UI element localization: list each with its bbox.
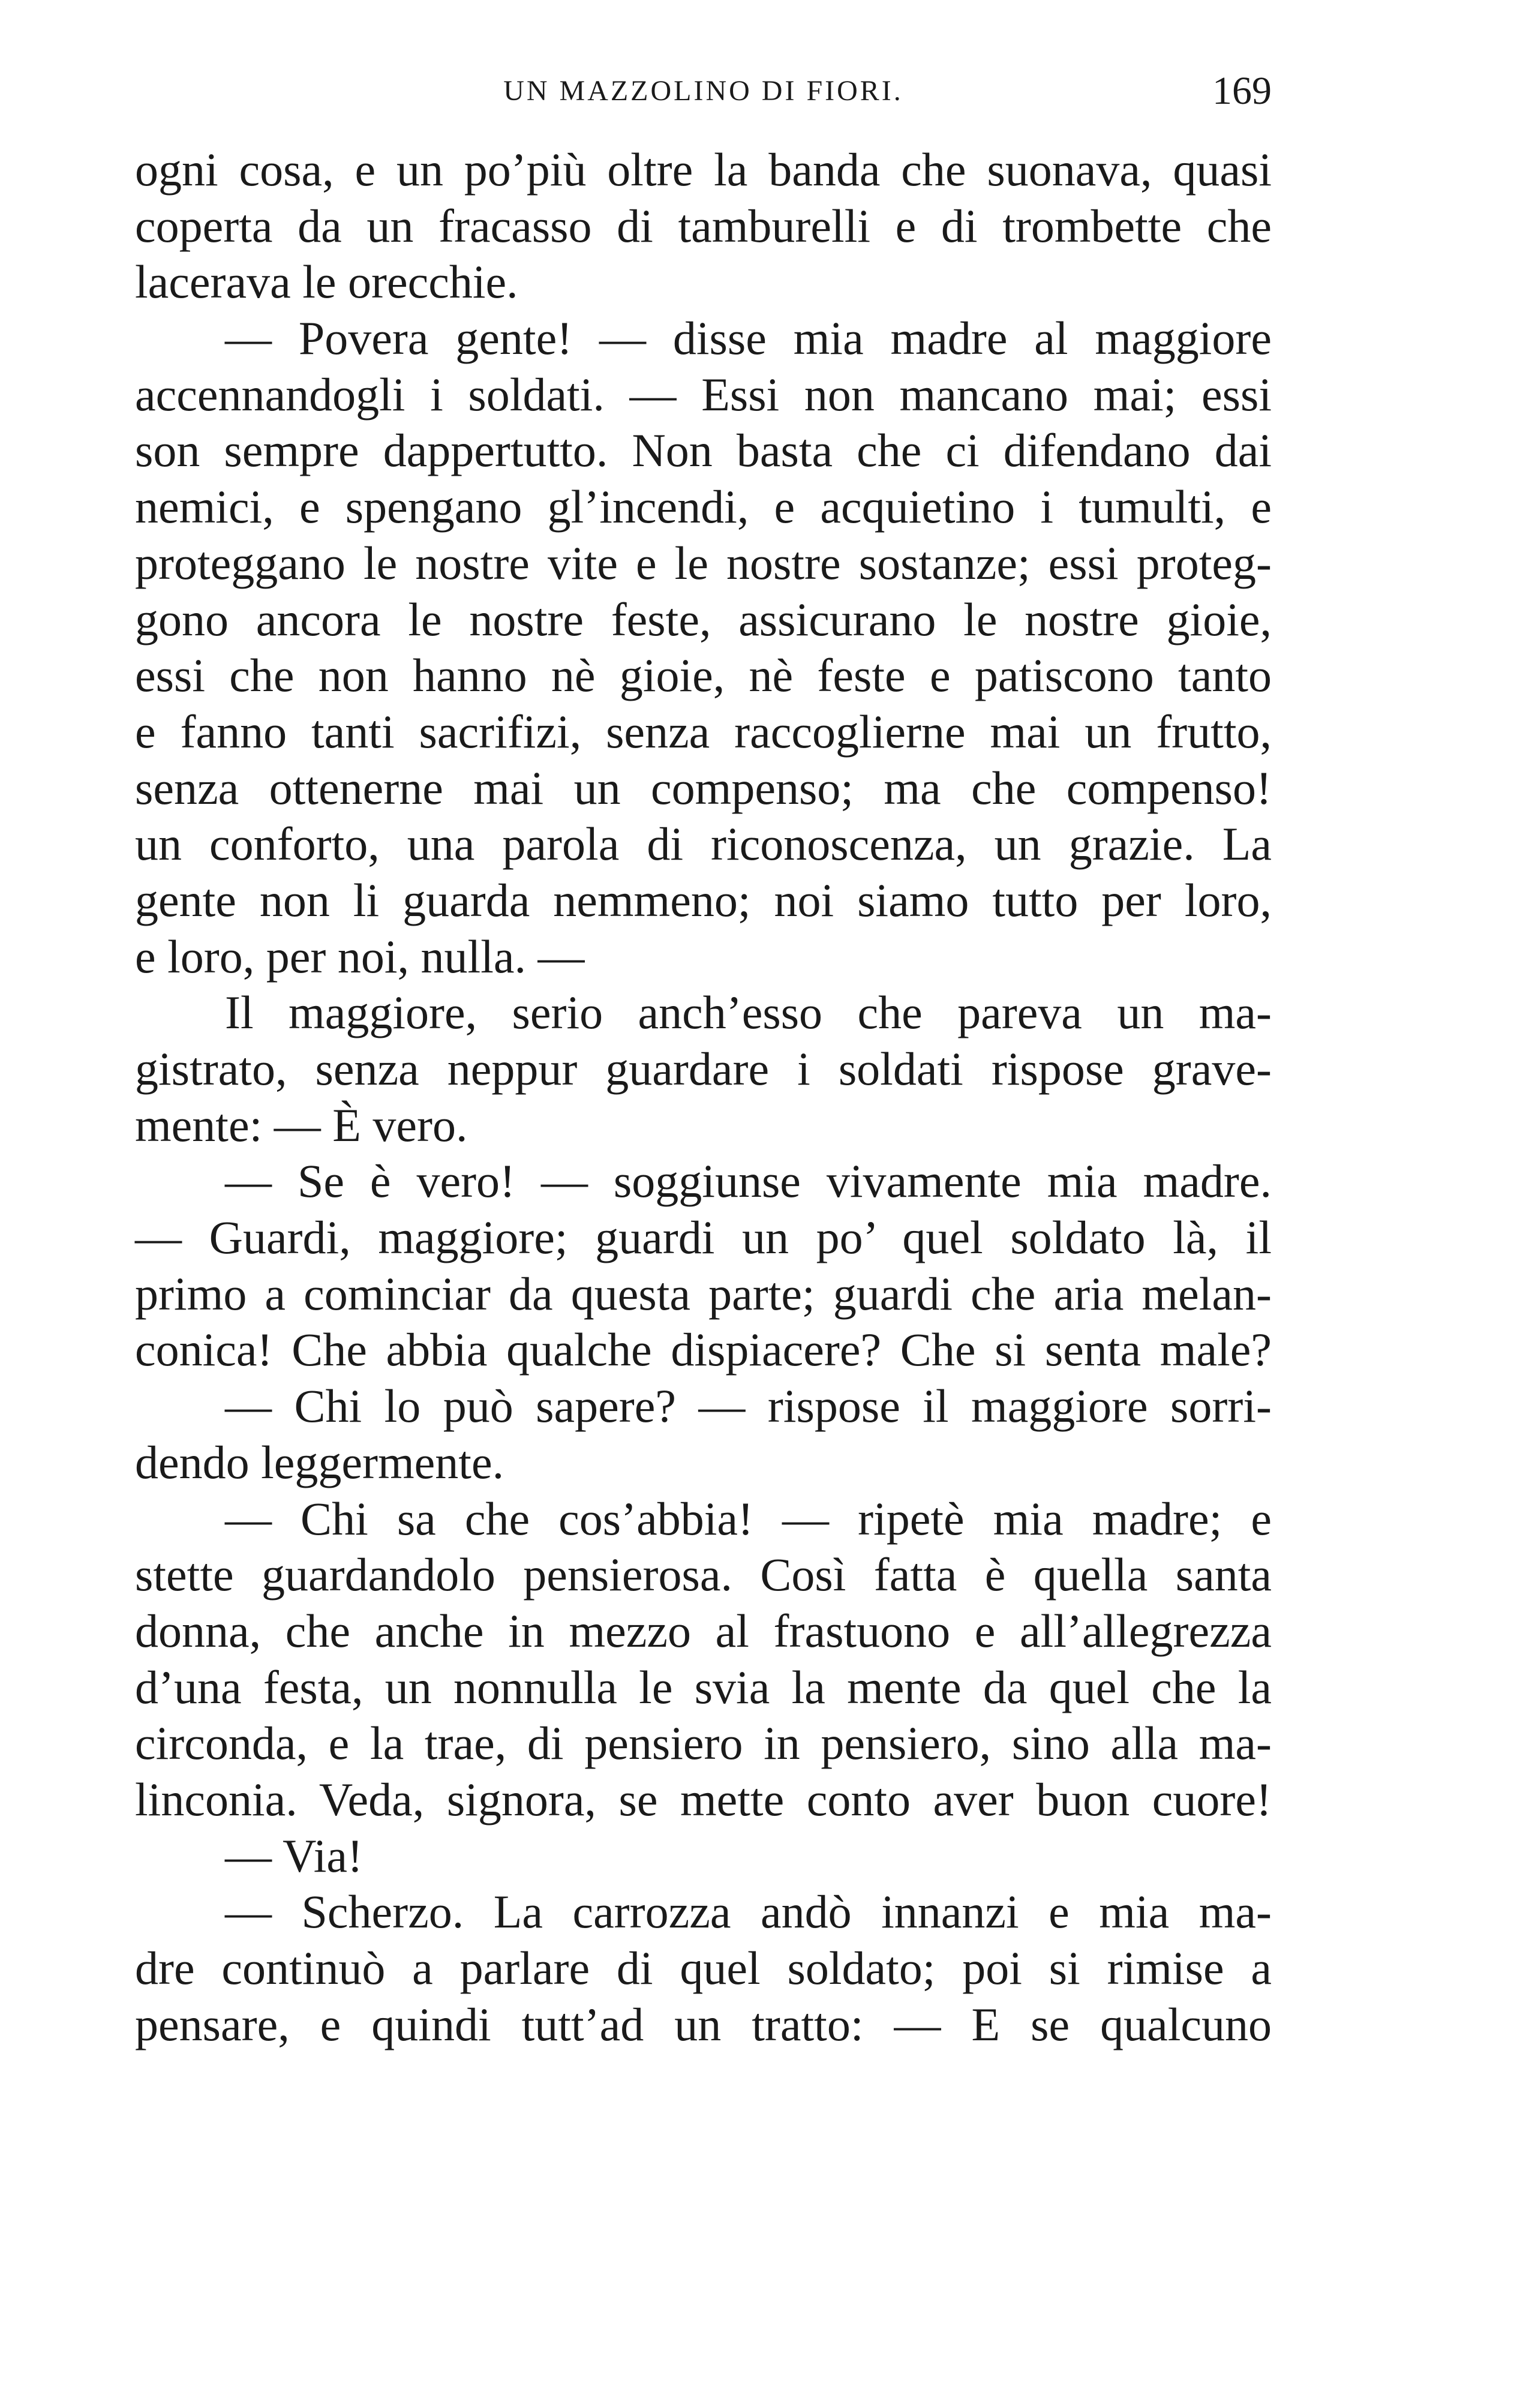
- text-line: un conforto, una parola di riconoscenza, un grazie. La: [135, 818, 1272, 870]
- text-line: d’una festa, un nonnulla le svia la mente da quel che la: [135, 1661, 1272, 1713]
- text-line: ogni cosa, e un po’più oltre la banda che suonava, quasi: [135, 143, 1272, 196]
- text-line: stette guardandolo pensierosa. Così fatta è quella santa: [135, 1548, 1272, 1601]
- text-line: e loro, per noi, nulla. —: [135, 930, 585, 983]
- running-title: UN MAZZOLINO DI FIORI.: [503, 75, 903, 107]
- text-line: conica! Che abbia qualche dispiacere? Che si senta male?: [135, 1323, 1272, 1376]
- page-number: 169: [1212, 69, 1272, 113]
- text-line: pensare, e quindi tutt’ad un tratto: — E se qualcuno: [135, 1998, 1272, 2050]
- text-line: donna, che anche in mezzo al frastuono e all’allegrezza: [135, 1604, 1272, 1657]
- text-line: — Guardi, maggiore; guardi un po’ quel soldato là, il: [135, 1211, 1272, 1264]
- text-line: dre continuò a parlare di quel soldato; poi si rimise a: [135, 1942, 1272, 1994]
- body-text: [135, 142, 1272, 2052]
- text-line: lacerava le orecchie.: [135, 256, 518, 308]
- text-line: essi che non hanno nè gioie, nè feste e patiscono tanto: [135, 649, 1272, 702]
- text-line: gistrato, senza neppur guardare i soldati rispose grave-: [135, 1043, 1272, 1095]
- text-line: gono ancora le nostre feste, assicurano le nostre gioie,: [135, 593, 1272, 645]
- text-line: — Chi lo può sapere? — rispose il maggiore sorri-: [225, 1380, 1272, 1433]
- text-line: — Via!: [225, 1829, 364, 1882]
- text-line: e fanno tanti sacrifizi, senza raccoglierne mai un frutto,: [135, 705, 1272, 758]
- text-line: nemici, e spengano gl’incendi, e acquietino i tumulti, e: [135, 481, 1272, 533]
- text-line: linconia. Veda, signora, se mette conto aver buon cuore!: [135, 1773, 1272, 1825]
- text-line: primo a cominciar da questa parte; guardi che aria melan-: [135, 1267, 1272, 1320]
- text-line: senza ottenerne mai un compenso; ma che compenso!: [135, 761, 1272, 814]
- text-line: proteggano le nostre vite e le nostre sostanze; essi proteg-: [135, 536, 1272, 589]
- text-line: — Se è vero! — soggiunse vivamente mia madre.: [225, 1155, 1272, 1208]
- text-line: coperta da un fracasso di tamburelli e di trombette che: [135, 199, 1272, 252]
- text-line: — Scherzo. La carrozza andò innanzi e mia ma-: [225, 1885, 1272, 1938]
- text-line: son sempre dappertutto. Non basta che ci difendano dai: [135, 424, 1272, 477]
- text-line: Il maggiore, serio anch’esso che pareva un ma-: [225, 986, 1272, 1039]
- text-line: — Povera gente! — disse mia madre al maggiore: [225, 312, 1272, 365]
- text-line: dendo leggermente.: [135, 1436, 504, 1488]
- text-line: gente non li guarda nemmeno; noi siamo tutto per loro,: [135, 873, 1272, 926]
- text-line: circonda, e la trae, di pensiero in pensiero, sino alla ma-: [135, 1717, 1272, 1770]
- text-line: — Chi sa che cos’abbia! — ripetè mia madre; e: [225, 1492, 1272, 1545]
- text-line: mente: — È vero.: [135, 1098, 468, 1151]
- running-head: [135, 67, 1272, 115]
- text-line: accennandogli i soldati. — Essi non mancano mai; essi: [135, 368, 1272, 421]
